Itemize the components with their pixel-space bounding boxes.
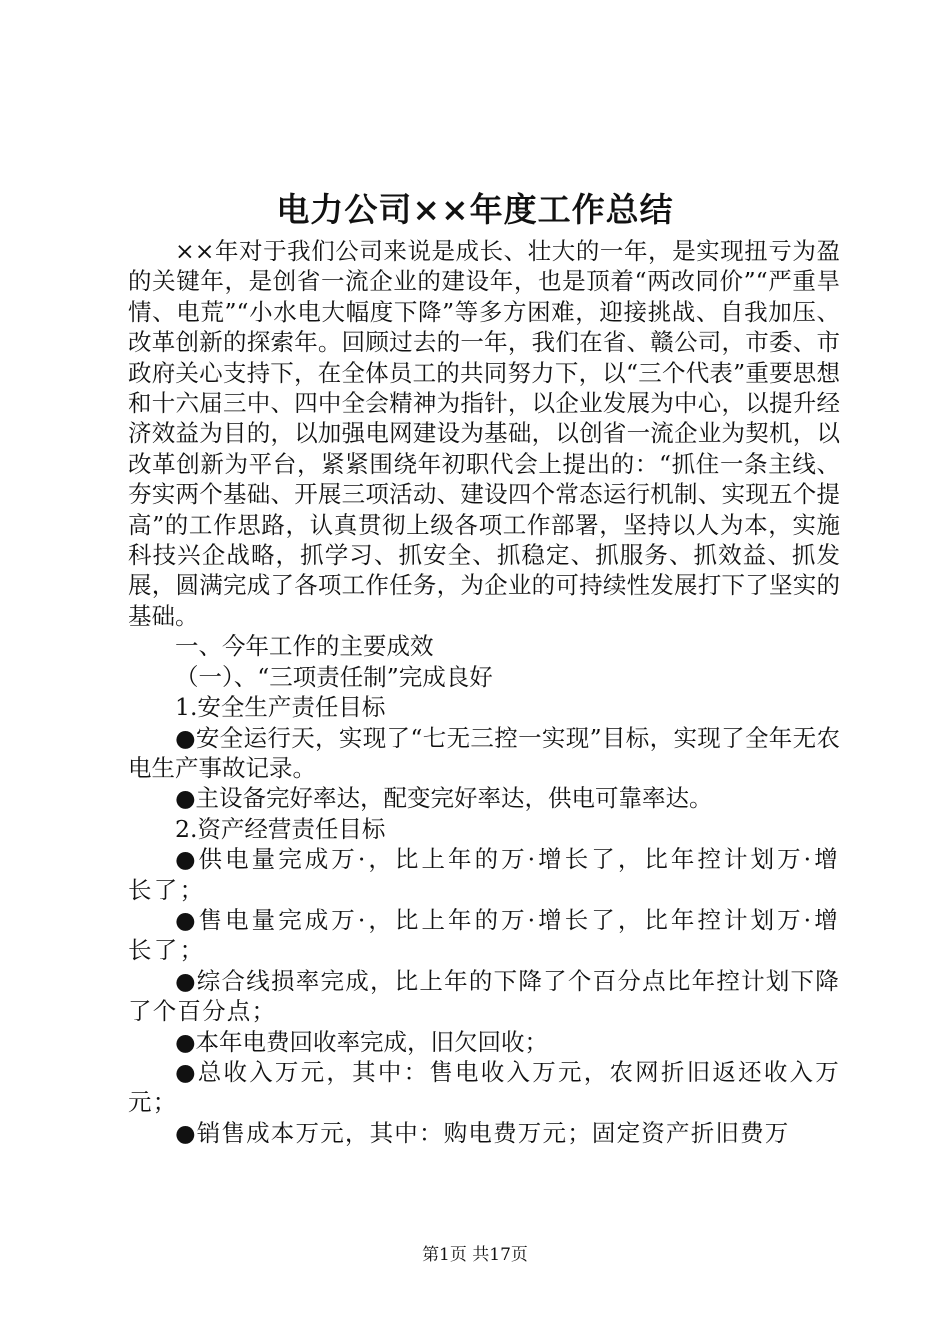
subsection-heading: （一）、“三项责任制”完成良好 — [175, 662, 493, 691]
bullet-power-supply: ●供电量完成万·，比上年的万·增长了，比年控计划万·增长了； — [128, 845, 840, 904]
document-title: 电力公司××年度工作总结 — [276, 190, 674, 229]
bullet-equipment-rate: ●主设备完好率达，配变完好率达，供电可靠率达。 — [175, 784, 713, 813]
bullet-line-loss: ●综合线损率完成，比上年的下降了个百分点比年控计划下降了个百分点； — [128, 966, 840, 1026]
bullet-fee-recovery: ●本年电费回收率完成，旧欠回收； — [175, 1027, 549, 1056]
item-heading-assets: 2.资产经营责任目标 — [175, 814, 386, 843]
page-number: 第1页 共17页 — [422, 1245, 528, 1265]
document-body — [128, 236, 840, 1148]
item-heading-safety: 1.安全生产责任目标 — [175, 693, 386, 722]
bullet-total-income: ●总收入万元，其中：售电收入万元，农网折旧返还收入万元； — [128, 1057, 840, 1117]
bullet-power-sales: ●售电量完成万·，比上年的万·增长了，比年控计划万·增长了； — [128, 905, 840, 965]
intro-paragraph: ××年对于我们公司来说是成长、壮大的一年，是实现扭亏为盈的关键年，是创省一流企业的建设年，也是顶着“两改同价”“严重旱情、电荒”“小水电大幅度下降”等多方困难，迎接挑战、自我加压、改革创新的探索年。回顾过去的一年，我们在省、赣公司，市委、市政府关心支持下，在全体员工的共同努力下，以“三个代表”重要思想和十六届三中、四中全会精神为指针，以企业发展为中心，以提升经济效益为目的，以加强电网建设为基础，以创省一流企业为契机，以改革创新为平台，紧紧围绕年初职代会上提出的：“抓住一条主线、夯实两个基础、开展三项活动、建设四个常态运行机制、实现五个提高”的工作思路，认真贯彻上级各项工作部署，坚持以人为本，实施科技兴企战略，抓学习、抓安全、抓稳定、抓服务、抓效益、抓发展，圆满完成了各项工作任务，为企业的可持续性发展打下了坚实的基础。 — [128, 237, 840, 630]
bullet-safety-operation: ●安全运行天，实现了“七无三控一实现”目标，实现了全年无农电生产事故记录。 — [128, 723, 840, 782]
bullet-sales-cost: ●销售成本万元，其中：购电费万元；固定资产折旧费万 — [175, 1118, 790, 1147]
section-heading: 一、今年工作的主要成效 — [175, 632, 434, 661]
